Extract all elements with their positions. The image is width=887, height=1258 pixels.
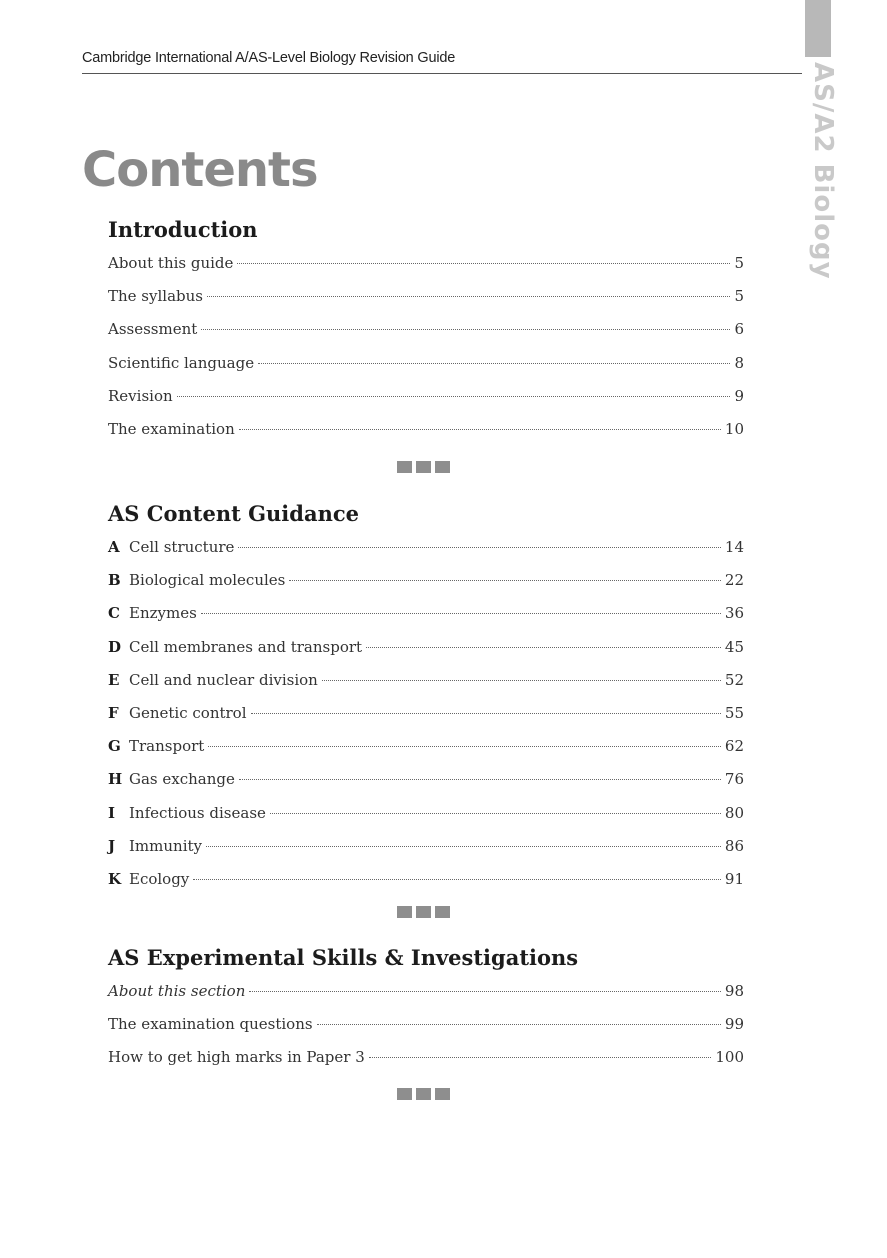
page-number: 9 [734,386,744,405]
dot-leader [193,879,721,880]
page-number: 86 [724,836,744,855]
entry-title: Revision [108,386,173,405]
entry-title: Immunity [129,836,202,855]
toc-entry[interactable] [108,1048,744,1081]
chapter-letter: D [108,637,122,656]
entry-title: Gas exchange [129,770,235,789]
dot-leader [239,429,721,430]
toc-entries [108,254,744,453]
page-number: 6 [734,320,744,339]
entry-title: Cell and nuclear division [129,670,318,689]
entry-title: How to get high marks in Paper 3 [108,1048,365,1067]
entry-title: Ecology [129,869,190,888]
dot-leader [270,813,721,814]
dot-leader [206,846,721,847]
header-rule [82,73,802,74]
section-heading: AS Experimental Skills & Investigations [108,945,579,970]
chapter-letter: F [108,703,119,722]
page-number: 8 [734,353,744,372]
section-introduction [108,217,744,453]
entry-title: The examination [108,419,235,438]
dot-leader [237,263,730,264]
toc-entries [108,982,744,1082]
dot-leader [289,580,721,581]
toc-entry[interactable] [108,704,744,737]
dot-leader [177,396,731,397]
dot-leader [258,363,730,364]
side-tab-bar [805,0,831,57]
chapter-letter: K [108,869,122,888]
page-number: 22 [724,571,744,590]
dot-leader [322,680,721,681]
entry-title: Assessment [108,320,198,339]
dot-leader [201,329,730,330]
toc-entry[interactable] [108,1015,744,1048]
page-number: 55 [724,703,744,722]
running-head: Cambridge International A/AS-Level Biology Revision Guide [82,50,456,66]
dot-leader [317,1024,721,1025]
page-number: 5 [734,254,744,272]
toc-entry[interactable] [108,387,744,420]
toc-entries [108,538,744,903]
dot-leader [238,547,720,548]
chapter-letter: H [108,770,123,789]
entry-title: Transport [129,737,205,756]
chapter-letter: I [108,803,116,822]
entry-title: Scientific language [108,353,255,372]
chapter-letter: A [108,538,120,556]
page-number: 91 [724,869,744,888]
toc-entry[interactable] [108,254,744,287]
dot-leader [369,1057,712,1058]
page-number: 14 [724,538,744,556]
toc-entry[interactable] [108,804,744,837]
entry-title: Cell membranes and transport [129,637,363,656]
entry-title: Cell structure [129,538,235,556]
chapter-letter: B [108,571,121,590]
dot-leader [207,296,730,297]
page-number: 100 [715,1048,744,1067]
entry-title: About this section [108,982,246,1000]
dot-leader [249,991,721,992]
page-title: Contents [82,142,318,198]
toc-entry[interactable] [108,737,744,770]
separator-2 [397,906,450,918]
dot-leader [201,613,721,614]
dot-leader [239,779,721,780]
separator-3 [397,1088,450,1100]
dot-leader [208,746,721,747]
dot-leader [251,713,721,714]
entry-title: The syllabus [108,287,203,306]
entry-title: Biological molecules [129,571,286,590]
chapter-letter: E [108,670,120,689]
page-number: 36 [724,604,744,623]
section-as-experimental-skills [108,945,744,1082]
toc-entry[interactable] [108,638,744,671]
toc-entry[interactable] [108,420,744,453]
toc-entry[interactable] [108,604,744,637]
toc-entry[interactable] [108,354,744,387]
page-number: 80 [724,803,744,822]
toc-entry[interactable] [108,837,744,870]
dot-leader [366,647,721,648]
section-as-content-guidance [108,501,744,903]
toc-entry[interactable] [108,571,744,604]
page-number: 45 [724,637,744,656]
entry-title: About this guide [108,254,234,272]
entry-title: Infectious disease [129,803,266,822]
entry-title: Enzymes [129,604,197,623]
chapter-letter: C [108,604,120,623]
chapter-letter: G [108,737,121,756]
toc-entry[interactable] [108,287,744,320]
page-number: 99 [724,1015,744,1034]
toc-entry[interactable] [108,870,744,903]
entry-title: The examination questions [108,1015,313,1034]
page-number: 76 [724,770,744,789]
page-number: 10 [724,419,744,438]
entry-title: Genetic control [129,703,247,722]
toc-entry[interactable] [108,538,744,571]
side-tab-label: AS/A2 Biology [808,62,838,280]
page-number: 5 [734,287,744,306]
toc-entry[interactable] [108,671,744,704]
page-number: 98 [724,982,744,1000]
toc-entry[interactable] [108,982,744,1015]
toc-entry[interactable] [108,320,744,353]
section-heading: AS Content Guidance [108,501,359,526]
separator-1 [397,461,450,473]
chapter-letter: J [108,836,116,855]
section-heading: Introduction [108,217,258,242]
toc-entry[interactable] [108,770,744,803]
page-number: 62 [724,737,744,756]
page-number: 52 [724,670,744,689]
